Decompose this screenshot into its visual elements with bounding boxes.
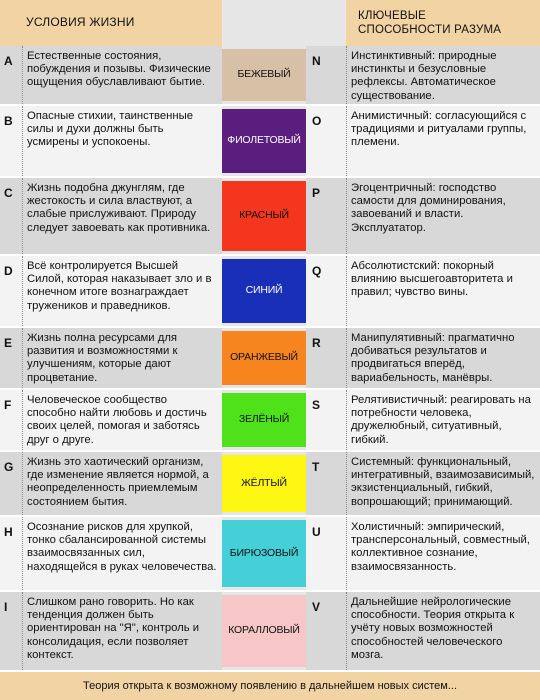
row-left-letter: F: [4, 398, 12, 412]
row-right-letter-cell: [306, 517, 346, 590]
row-left-letter: I: [4, 600, 8, 614]
header-right-cell: [346, 0, 540, 46]
row-color-name: БИРЮЗОВЫЙ: [229, 547, 299, 559]
row-mind-capacity-text: Анимистичный: согласующийся с традициями и ритуалами группы, племени.: [346, 106, 540, 176]
header-mind-capacities: КЛЮЧЕВЫЕ СПОСОБНОСТИ РАЗУМА: [358, 10, 502, 36]
row-left-letter: A: [4, 54, 13, 68]
table-row: [0, 452, 540, 515]
row-mind-capacity-text: Холистичный: эмпирический, трансперсональный, совместный, коллективное сознание, взаимосвязанность.: [346, 517, 540, 590]
header-life-conditions: УСЛОВИЯ ЖИЗНИ: [26, 15, 135, 29]
row-color-name: КОРАЛЛОВЫЙ: [228, 624, 300, 636]
table-row: [0, 46, 540, 104]
row-left-letter: G: [4, 460, 14, 474]
row-mind-capacity-text: Инстинктивный: природные инстинкты и безусловные рефлексы. Автоматическое существование.: [346, 46, 540, 104]
row-mind-capacity-text: Манипулятивный: прагматично добиваться результатов и продвигаться вперёд, вариабельность, манёвры.: [346, 328, 540, 388]
row-color-swatch: [222, 520, 306, 587]
row-color-name: ФИОЛЕТОВЫЙ: [227, 134, 301, 146]
row-life-condition-text: Всё контролируется Высшей Силой, которая наказывает зло и в конечном итоге вознаграждает тружеников и праведников.: [22, 256, 222, 326]
row-color-swatch: [222, 595, 306, 667]
row-right-letter: R: [312, 336, 321, 350]
row-mind-capacity-text: Системный: функциональный, интегративный, взаимозависимый, экзистенциальный, гибкий, вопрошающий; принимающий.: [346, 452, 540, 515]
row-left-letter-cell: [0, 517, 22, 590]
row-left-letter-cell: [0, 390, 22, 450]
row-life-condition-text: Осознание рисков для хрупкой, тонко сбалансированной системы взаимосвязанных сил, находящейся в руках человечества.: [22, 517, 222, 590]
row-color-swatch: [222, 331, 306, 385]
row-color-swatch: [222, 455, 306, 512]
row-mind-capacity-text: Дальнейшие нейрологические способности. Теория открыта к учёту новых возможностей способностей человеческого мозга.: [346, 592, 540, 670]
table-row: [0, 178, 540, 254]
row-right-letter-cell: [306, 46, 346, 104]
row-right-letter: U: [312, 525, 321, 539]
row-color-name: ЖЁЛТЫЙ: [241, 477, 287, 489]
row-right-letter: P: [312, 186, 321, 200]
row-right-letter: T: [312, 460, 320, 474]
row-right-letter: Q: [312, 264, 322, 278]
row-right-letter: S: [312, 398, 321, 412]
row-right-letter-cell: [306, 452, 346, 515]
row-life-condition-text: Слишком рано говорить. Но как тенденция должен быть ориентирован на "Я", контроль и консолидация, если позволяет контекст.: [22, 592, 222, 670]
row-color-name: БЕЖЕВЫЙ: [237, 68, 291, 80]
table-row: [0, 328, 540, 388]
row-color-swatch: [222, 181, 306, 251]
row-life-condition-text: Жизнь полна ресурсами для развития и возможностями к улучшениям, которые дают процветание.: [22, 328, 222, 388]
row-color-name: СИНИЙ: [245, 284, 283, 296]
table-row: [0, 517, 540, 590]
row-left-letter-cell: [0, 452, 22, 515]
table-row: [0, 256, 540, 326]
table-row: [0, 592, 540, 670]
row-mind-capacity-text: Абсолютистский: покорный влиянию высшегоавторитета и правил; чувство вины.: [346, 256, 540, 326]
row-right-letter-cell: [306, 106, 346, 176]
table-row: [0, 106, 540, 176]
table-row: [0, 390, 540, 450]
row-color-swatch: [222, 109, 306, 173]
row-color-name: ОРАНЖЕВЫЙ: [230, 351, 298, 363]
row-mind-capacity-text: Релятивистичный: реагировать на потребности человека, дружелюбный, ситуативный, гибкий.: [346, 390, 540, 450]
row-left-letter-cell: [0, 592, 22, 670]
row-right-letter-cell: [306, 256, 346, 326]
table-footer: [0, 672, 540, 700]
row-right-letter-cell: [306, 390, 346, 450]
row-left-letter: D: [4, 264, 13, 278]
row-color-name: КРАСНЫЙ: [239, 209, 289, 221]
row-left-letter-cell: [0, 256, 22, 326]
row-right-letter-cell: [306, 592, 346, 670]
row-left-letter-cell: [0, 46, 22, 104]
row-color-swatch: [222, 259, 306, 323]
row-left-letter: C: [4, 186, 13, 200]
row-life-condition-text: Человеческое сообщество способно найти любовь и достичь своих целей, помогая и заботясь друг о друге.: [22, 390, 222, 450]
row-right-letter: O: [312, 114, 322, 128]
row-life-condition-text: Жизнь это хаотический организм, где изменение является нормой, а неопределенность приемлемым состоянием бытия.: [22, 452, 222, 515]
row-right-letter: N: [312, 54, 321, 68]
row-left-letter-cell: [0, 328, 22, 388]
row-color-name: ЗЕЛЁНЫЙ: [238, 413, 290, 425]
table-header: [0, 0, 540, 46]
row-left-letter-cell: [0, 106, 22, 176]
footer-note: Теория открыта к возможному появлению в дальнейшем новых систем...: [83, 680, 457, 692]
row-left-letter: H: [4, 525, 13, 539]
row-mind-capacity-text: Эгоцентричный: господство самости для доминирования, завоеваний и власти. Эксплуататор.: [346, 178, 540, 254]
row-color-swatch: [222, 49, 306, 101]
row-life-condition-text: Естественные состояния, побуждения и позывы. Физические ощущения обуславливают бытие.: [22, 46, 222, 104]
row-color-swatch: [222, 393, 306, 447]
row-right-letter-cell: [306, 328, 346, 388]
row-life-condition-text: Жизнь подобна джунглям, где жестокость и сила властвуют, а слабые прислуживают. Природу следует завоевать как противника.: [22, 178, 222, 254]
row-left-letter: B: [4, 114, 13, 128]
row-right-letter: V: [312, 600, 321, 614]
header-left-cell: [0, 0, 222, 46]
row-left-letter: E: [4, 336, 13, 350]
row-life-condition-text: Опасные стихии, таинственные силы и духи должны быть усмирены и успокоены.: [22, 106, 222, 176]
header-middle-cell: [222, 0, 346, 46]
row-left-letter-cell: [0, 178, 22, 254]
row-right-letter-cell: [306, 178, 346, 254]
